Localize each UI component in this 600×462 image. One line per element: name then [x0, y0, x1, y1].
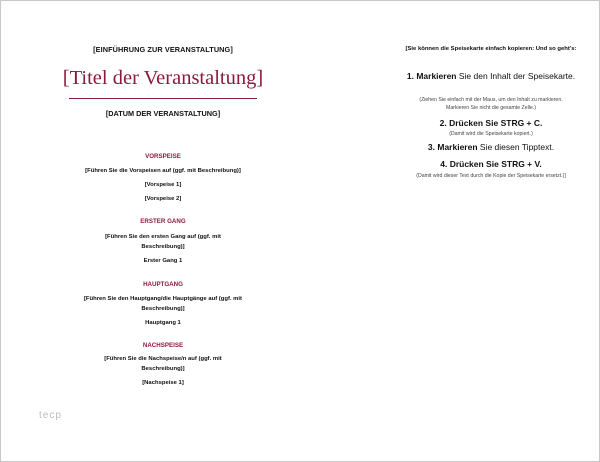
course-description[interactable]: [Führen Sie den ersten Gang auf (ggf. mit Beschreibung)] — [105, 234, 221, 250]
course-heading-nachspeise[interactable]: NACHSPEISE — [142, 342, 184, 349]
course-heading-erster-gang[interactable]: ERSTER GANG — [140, 218, 186, 225]
title-underline-divider — [69, 98, 257, 99]
step-number: 4. — [440, 159, 448, 169]
event-title[interactable]: [Titel der Veranstaltung] — [62, 67, 264, 89]
course-item[interactable]: [Vorspeise 1] — [144, 182, 182, 188]
step-text: Sie den Inhalt der Speisekarte. — [458, 71, 576, 81]
tips-intro-text[interactable]: [Sie können die Speisekarte einfach kopieren: Und so geht's: — [405, 46, 577, 52]
course-description[interactable]: [Führen Sie den Hauptgang/die Hauptgänge auf (ggf. mit Beschreibung)] — [83, 296, 243, 312]
course-item[interactable]: Erster Gang 1 — [143, 258, 183, 264]
watermark-logo: tecp — [39, 410, 62, 421]
step-number: 3. — [427, 142, 435, 152]
step-keyword: STRG + V. — [501, 159, 542, 169]
course-description[interactable]: [Führen Sie die Vorspeisen auf (ggf. mit Beschreibung)] — [85, 168, 241, 174]
tip-step-3[interactable] — [401, 141, 581, 153]
step-keyword: Markieren — [416, 71, 457, 81]
step-number: 2. — [439, 118, 447, 128]
course-heading-hauptgang[interactable]: HAUPTGANG — [143, 281, 183, 288]
step-number: 1. — [406, 71, 414, 81]
course-heading-vorspeise[interactable]: VORSPEISE — [145, 153, 181, 160]
tip-step-1-note: (Ziehen Sie einfach mit der Maus, um den Inhalt zu markieren. Markieren Sie nicht die gesamte Zelle.) — [419, 97, 563, 111]
course-item[interactable]: [Nachspeise 1] — [142, 380, 184, 386]
tip-step-2[interactable] — [401, 117, 581, 129]
tip-step-1[interactable] — [401, 70, 581, 82]
step-keyword: STRG + C. — [500, 118, 543, 128]
step-text: Sie diesen Tipptext. — [479, 142, 555, 152]
step-text: Drücken Sie — [449, 118, 499, 128]
course-item[interactable]: Hauptgang 1 — [145, 320, 181, 326]
tip-step-2-note: (Damit wird die Speisekarte kopiert.) — [449, 131, 533, 137]
step-text: Drücken Sie — [449, 159, 499, 169]
course-description[interactable]: [Führen Sie die Nachspeise/n auf (ggf. mit Beschreibung)] — [104, 356, 222, 372]
course-item[interactable]: [Vorspeise 2] — [144, 196, 182, 202]
tip-step-4-note: (Damit wird dieser Text durch die Kopie der Speisekarte ersetzt.)] — [416, 173, 566, 179]
step-keyword: Markieren — [437, 142, 478, 152]
tip-step-4[interactable] — [401, 158, 581, 170]
event-intro-label[interactable]: [EINFÜHRUNG ZUR VERANSTALTUNG] — [93, 45, 233, 54]
event-date-label[interactable]: [DATUM DER VERANSTALTUNG] — [105, 109, 221, 118]
